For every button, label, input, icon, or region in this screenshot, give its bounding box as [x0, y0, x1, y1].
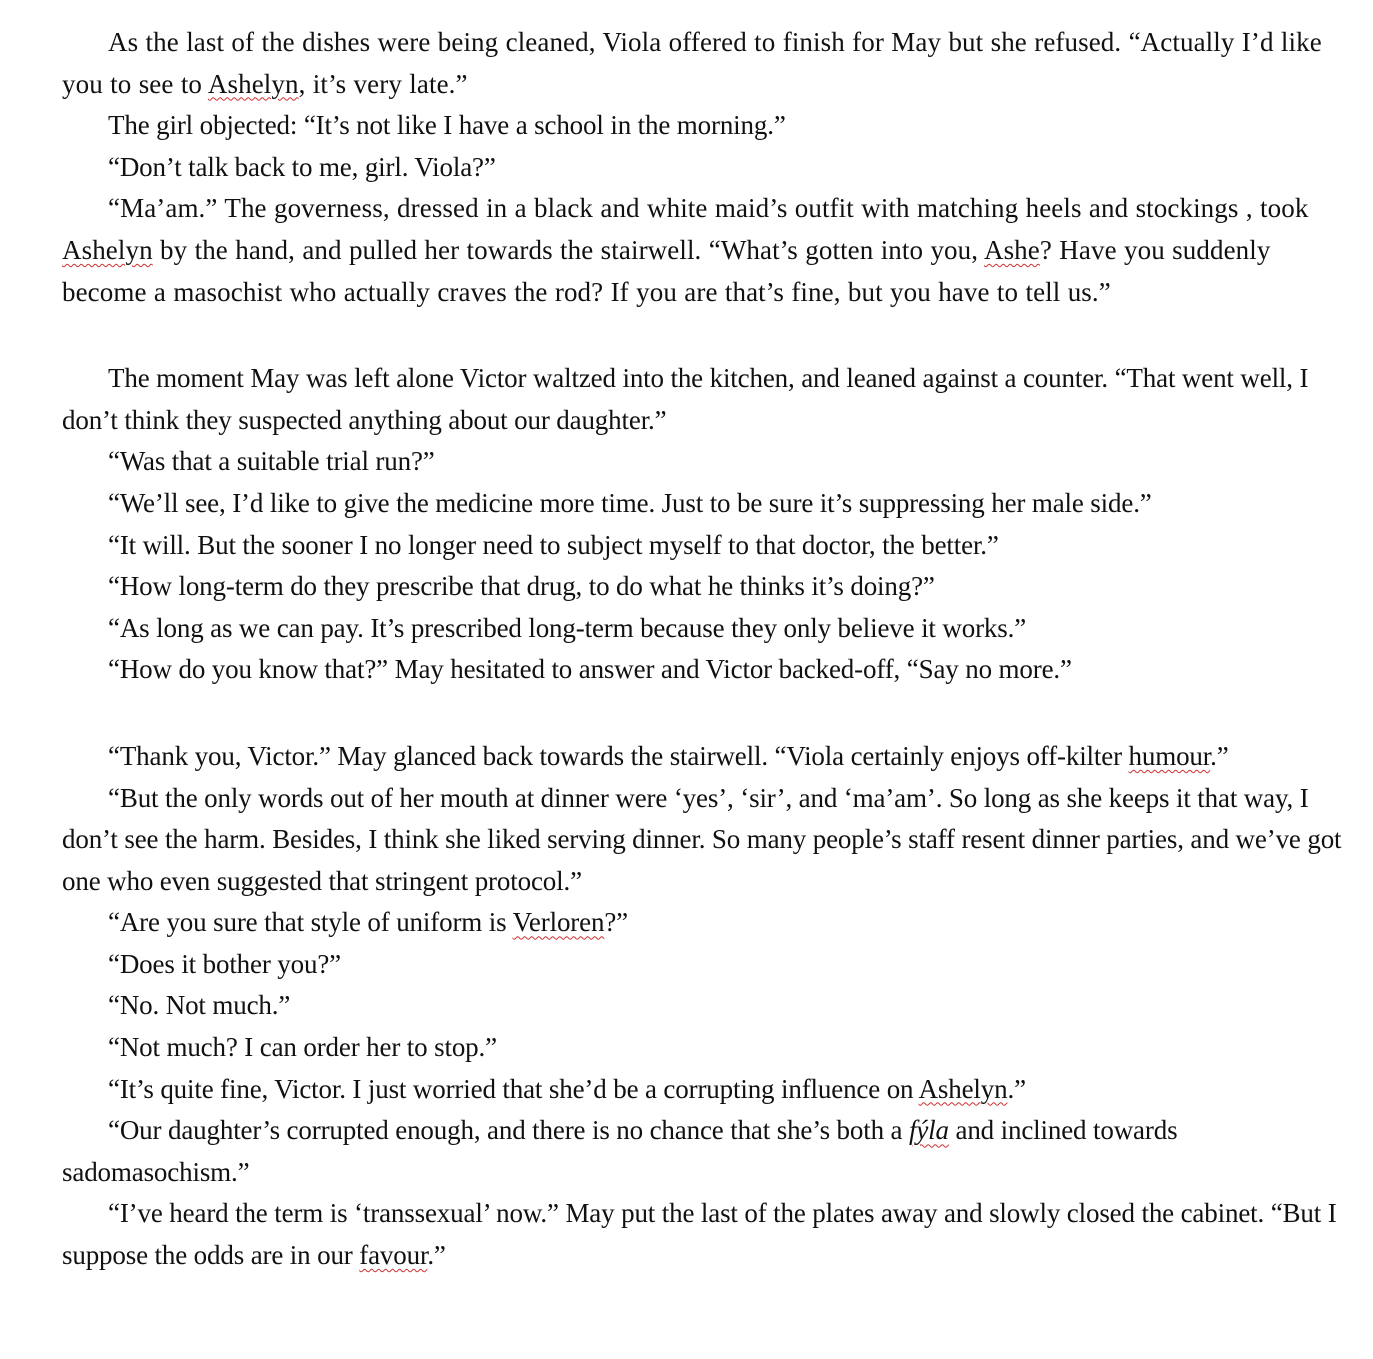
spellcheck-flagged-word[interactable]: humour	[1128, 740, 1211, 771]
paragraph: The moment May was left alone Victor waltzed into the kitchen, and leaned against a counter. “That went well, I don’t think they suspected anything about our daughter.”	[62, 363, 1309, 435]
paragraph: “Our daughter’s corrupted enough, and there is no chance that she’s both a fýla and inclined towards sadomasochism.”	[62, 1115, 1178, 1187]
paragraph: “It will. But the sooner I no longer need to subject myself to that doctor, the better.”	[108, 529, 999, 560]
paragraph: “But the only words out of her mouth at dinner were ‘yes’, ‘sir’, and ‘ma’am’. So long as she keeps it that way, I don’t see the harm. Besides, I think she liked serving dinner. So many people’s staff resent dinner parties, and we’ve got one who even suggested that stringent protocol.”	[62, 782, 1342, 896]
paragraph: The girl objected: “It’s not like I have a school in the morning.”	[108, 110, 786, 141]
paragraph: “Thank you, Victor.” May glanced back towards the stairwell. “Viola certainly enjoys off-kilter humour.”	[108, 740, 1229, 771]
spellcheck-flagged-word[interactable]: Ashelyn	[62, 234, 153, 265]
paragraph: “No. Not much.”	[108, 990, 291, 1021]
spellcheck-flagged-word[interactable]: Ashe	[983, 234, 1040, 265]
spellcheck-flagged-word[interactable]: Ashelyn	[207, 68, 299, 99]
paragraph: As the last of the dishes were being cleaned, Viola offered to finish for May but she refused. “Actually I’d like you to see to Ashelyn, it’s very late.”	[62, 27, 1322, 99]
paragraph: “Don’t talk back to me, girl. Viola?”	[108, 151, 496, 182]
paragraph: “As long as we can pay. It’s prescribed long-term because they only believe it works.”	[108, 612, 1027, 643]
paragraph: “Ma’am.” The governess, dressed in a black and white maid’s outfit with matching heels and stockings , took Ashelyn by the hand, and pulled her towards the stairwell. “What’s gotten into you, Ashe? Have you suddenly become a masochist who actually craves the rod? If you are that’s fine, but you have to tell us.”	[62, 193, 1309, 307]
paragraph: “Does it bother you?”	[108, 948, 342, 979]
paragraph: “It’s quite fine, Victor. I just worried that she’d be a corrupting influence on Ashelyn.”	[108, 1073, 1026, 1104]
spellcheck-flagged-word[interactable]: Ashelyn	[918, 1073, 1008, 1104]
paragraph-break	[62, 313, 1362, 358]
paragraph: “Not much? I can order her to stop.”	[108, 1032, 497, 1063]
paragraph: “How do you know that?” May hesitated to answer and Victor backed-off, “Say no more.”	[108, 654, 1072, 685]
paragraph: “Was that a suitable trial run?”	[108, 446, 435, 477]
paragraph: “Are you sure that style of uniform is Verloren?”	[108, 907, 629, 938]
paragraph: “We’ll see, I’d like to give the medicine more time. Just to be sure it’s suppressing her male side.”	[108, 487, 1152, 518]
spellcheck-flagged-word[interactable]: favour	[359, 1240, 428, 1271]
paragraph-break	[62, 691, 1362, 736]
paragraph: “I’ve heard the term is ‘transsexual’ now.” May put the last of the plates away and slowly closed the cabinet. “But I suppose the odds are in our favour.”	[62, 1198, 1337, 1271]
spellcheck-flagged-word[interactable]: fýla	[909, 1115, 949, 1146]
paragraph: “How long-term do they prescribe that drug, to do what he thinks it’s doing?”	[108, 571, 935, 602]
spellcheck-flagged-word[interactable]: Verloren	[512, 907, 605, 938]
document-body	[62, 22, 1362, 1277]
